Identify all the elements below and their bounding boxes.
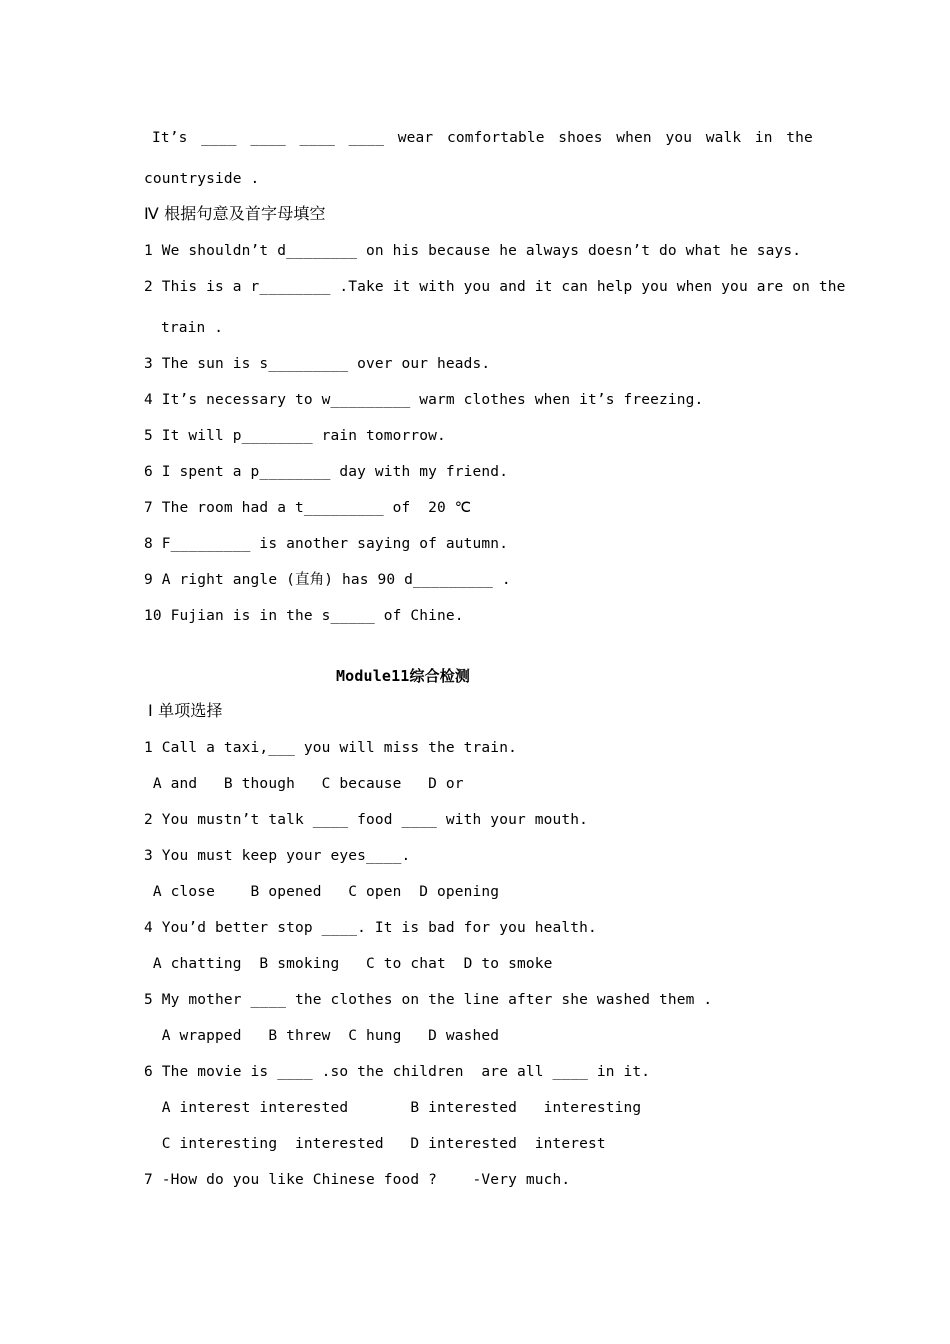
options-line: A interest interested B interested interesting [144,1100,642,1116]
question-line: 6 The movie is ____ .so the children are all ____ in it. [144,1064,651,1080]
exercise-item: 7 The room had a t_________ of 20 ℃ [144,500,472,516]
exercise-item: 8 F_________ is another saying of autumn. [144,536,509,552]
word: walk [705,130,742,146]
exercise-item-continuation: train . [161,320,224,336]
word: It’s [152,130,188,146]
cloze-sentence-line2: countryside . [144,171,260,187]
section-heading-part4: Ⅳ 根据句意及首字母填空 [144,204,326,223]
word: shoes [558,130,603,146]
exercise-item: 2 This is a r________ .Take it with you and it can help you when you are on the [144,279,846,295]
blank: ____ [250,130,286,146]
question-line: 7 -How do you like Chinese food ? -Very much. [144,1172,571,1188]
question-line: 5 My mother ____ the clothes on the line after she washed them . [144,992,713,1008]
section-heading-part1: Ⅰ 单项选择 [148,701,223,720]
word: you [665,130,693,146]
exercise-item: 10 Fujian is in the s_____ of Chine. [144,608,464,624]
cloze-sentence-line1 [152,128,813,148]
word: when [616,130,652,146]
exercise-item: 6 I spent a p________ day with my friend. [144,464,509,480]
options-line: A and B though C because D or [144,776,464,792]
options-line: A chatting B smoking C to chat D to smoke [144,956,553,972]
exercise-item: 4 It’s necessary to w_________ warm clothes when it’s freezing. [144,392,704,408]
word: in [754,130,773,146]
word: comfortable [446,130,545,146]
word: the [786,130,813,146]
question-line: 2 You mustn’t talk ____ food ____ with your mouth. [144,812,588,828]
module-title: Module11综合检测 [336,667,471,685]
question-line: 3 You must keep your eyes____. [144,848,411,864]
options-line: A close B opened C open D opening [144,884,500,900]
exercise-item: 3 The sun is s_________ over our heads. [144,356,491,372]
options-line: C interesting interested D interested interest [144,1136,606,1152]
blank: ____ [201,130,237,146]
word: wear [397,130,434,146]
blank: ____ [348,130,385,146]
exercise-item: 1 We shouldn’t d________ on his because he always doesn’t do what he says. [144,243,802,259]
question-line: 1 Call a taxi,___ you will miss the train. [144,740,517,756]
question-line: 4 You’d better stop ____. It is bad for you health. [144,920,597,936]
exercise-item: 9 A right angle (直角) has 90 d_________ . [144,572,511,588]
blank: ____ [299,130,335,146]
options-line: A wrapped B threw C hung D washed [144,1028,500,1044]
exercise-item: 5 It will p________ rain tomorrow. [144,428,446,444]
